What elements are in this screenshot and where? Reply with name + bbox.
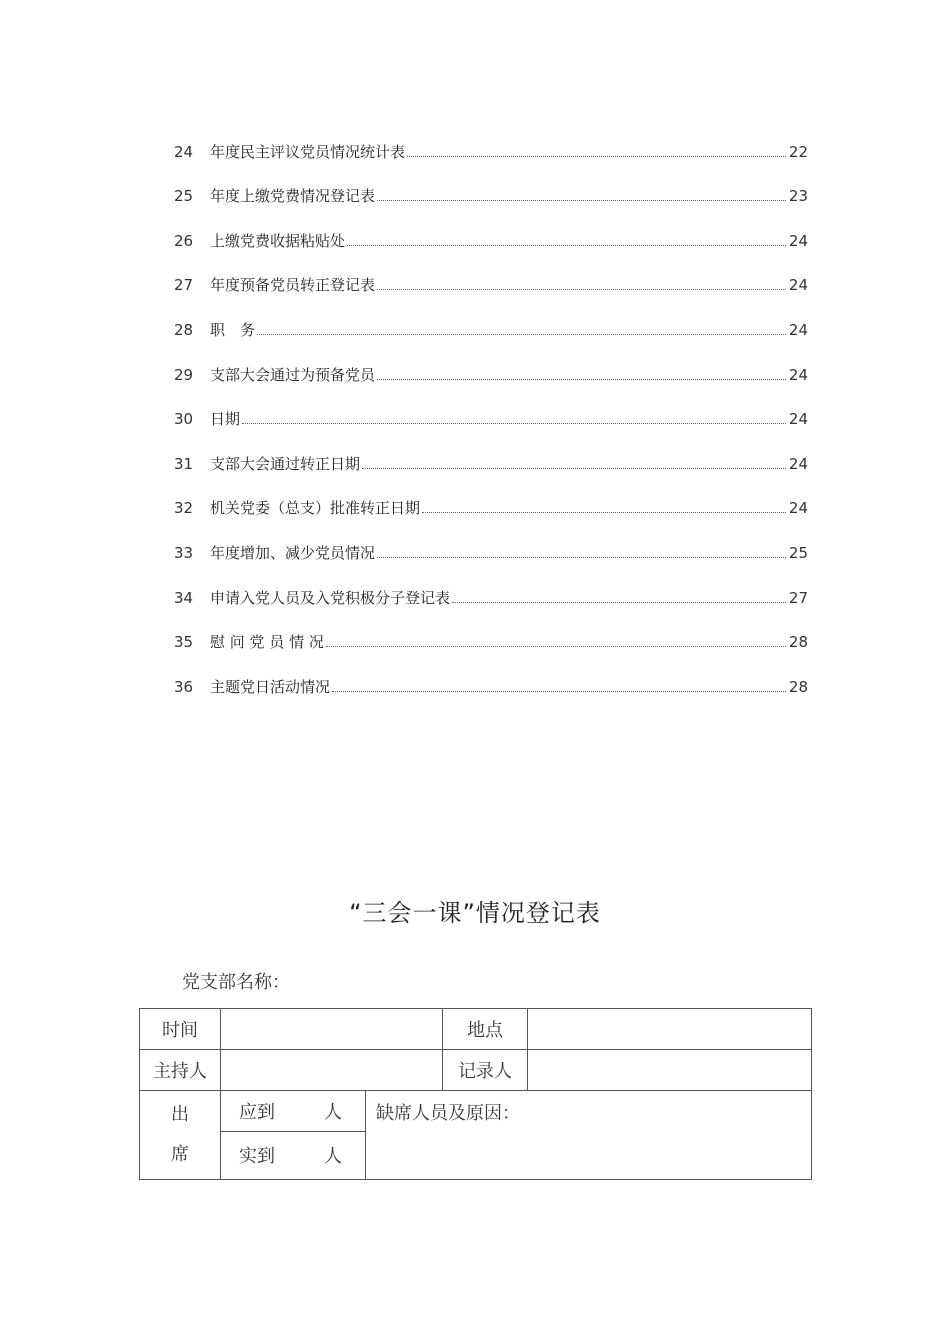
toc-leader-dots	[347, 245, 786, 246]
toc-leader-dots	[332, 691, 786, 692]
toc-entry-page: 23	[788, 187, 808, 206]
toc-entry[interactable]	[174, 251, 808, 296]
toc-entry-title: 日期	[210, 410, 241, 429]
toc-entry[interactable]	[174, 117, 808, 162]
time-label-cell	[140, 1009, 221, 1050]
toc-entry-page: 24	[788, 499, 808, 518]
registration-table	[139, 1008, 812, 1180]
place-label: 地点	[467, 1020, 503, 1042]
toc-leader-dots	[452, 602, 786, 603]
toc-entry[interactable]	[174, 518, 808, 563]
toc-entry-page: 27	[788, 588, 808, 607]
toc-entry-number: 24	[174, 142, 194, 161]
toc-entry-number: 27	[174, 276, 194, 295]
expected-label: 应到	[239, 1102, 275, 1124]
time-value-cell[interactable]	[221, 1009, 443, 1050]
toc-entry-title: 年度增加、减少党员情况	[210, 543, 376, 562]
actual-cell[interactable]	[221, 1131, 366, 1179]
expected-cell[interactable]	[221, 1091, 366, 1131]
form-title: “三会一课”情况登记表	[349, 899, 601, 927]
attendance-label-top: 出	[171, 1104, 189, 1126]
toc-leader-dots	[377, 200, 786, 201]
attendance-label-cell	[140, 1091, 221, 1180]
toc-entry-title: 慰 问 党 员 情 况	[210, 633, 324, 652]
toc-entry[interactable]	[174, 608, 808, 653]
toc-entry-page: 22	[788, 142, 808, 161]
toc-entry-title: 上缴党费收据粘贴处	[210, 231, 346, 250]
recorder-value-cell[interactable]	[528, 1050, 812, 1091]
toc-entry-title: 申请入党人员及入党积极分子登记表	[210, 588, 451, 607]
toc-entry-page: 24	[788, 410, 808, 429]
toc-leader-dots	[242, 423, 786, 424]
toc-entry-number: 29	[174, 365, 194, 384]
absent-cell[interactable]	[366, 1091, 812, 1180]
branch-name-label: 党支部名称：	[182, 972, 290, 993]
host-value-cell[interactable]	[221, 1050, 443, 1091]
toc-entry[interactable]	[174, 385, 808, 430]
toc-entry[interactable]	[174, 474, 808, 519]
toc-entry-number: 25	[174, 187, 194, 206]
toc-leader-dots	[407, 156, 786, 157]
toc-entry-page: 28	[788, 677, 808, 696]
toc-entry-number: 34	[174, 588, 194, 607]
host-label-cell	[140, 1050, 221, 1091]
recorder-label-cell	[443, 1050, 528, 1091]
recorder-label: 记录人	[458, 1061, 512, 1083]
toc-entry-number: 30	[174, 410, 194, 429]
toc-leader-dots	[377, 379, 786, 380]
toc-entry-title: 职 务	[210, 320, 256, 339]
host-label: 主持人	[153, 1061, 207, 1083]
toc-entry-title: 年度预备党员转正登记表	[210, 276, 376, 295]
absent-label: 缺席人员及原因：	[376, 1103, 520, 1125]
toc-leader-dots	[362, 468, 786, 469]
toc-entry-title: 机关党委（总支）批准转正日期	[210, 499, 421, 518]
toc-entry-page: 24	[788, 454, 808, 473]
toc-entry[interactable]	[174, 652, 808, 697]
toc-entry-number: 36	[174, 677, 194, 696]
toc-entry-number: 26	[174, 231, 194, 250]
toc-entry-number: 28	[174, 320, 194, 339]
expected-unit: 人	[324, 1102, 342, 1124]
toc-leader-dots	[326, 646, 786, 647]
toc-leader-dots	[377, 557, 786, 558]
toc-entry-page: 28	[788, 633, 808, 652]
toc-entry-page: 24	[788, 365, 808, 384]
toc-leader-dots	[257, 334, 786, 335]
place-label-cell	[443, 1009, 528, 1050]
toc-entry[interactable]	[174, 162, 808, 207]
toc-entry-page: 24	[788, 320, 808, 339]
toc-entry-title: 年度上缴党费情况登记表	[210, 187, 376, 206]
actual-label: 实到	[239, 1146, 275, 1168]
toc-entry[interactable]	[174, 429, 808, 474]
toc-entry-number: 35	[174, 633, 194, 652]
toc-entry-title: 支部大会通过转正日期	[210, 454, 361, 473]
toc-leader-dots	[422, 512, 786, 513]
table-of-contents	[174, 117, 808, 697]
place-value-cell[interactable]	[528, 1009, 812, 1050]
attendance-label-bottom: 席	[171, 1144, 189, 1166]
toc-entry-number: 33	[174, 543, 194, 562]
toc-entry-title: 主题党日活动情况	[210, 677, 331, 696]
toc-entry[interactable]	[174, 206, 808, 251]
toc-entry-title: 支部大会通过为预备党员	[210, 365, 376, 384]
toc-entry-page: 24	[788, 231, 808, 250]
time-label: 时间	[162, 1020, 198, 1042]
toc-entry[interactable]	[174, 340, 808, 385]
toc-entry-page: 24	[788, 276, 808, 295]
toc-entry-title: 年度民主评议党员情况统计表	[210, 142, 406, 161]
toc-entry-page: 25	[788, 543, 808, 562]
toc-leader-dots	[377, 289, 786, 290]
toc-entry[interactable]	[174, 295, 808, 340]
toc-entry[interactable]	[174, 563, 808, 608]
toc-entry-number: 31	[174, 454, 194, 473]
toc-entry-number: 32	[174, 499, 194, 518]
actual-unit: 人	[324, 1146, 342, 1168]
